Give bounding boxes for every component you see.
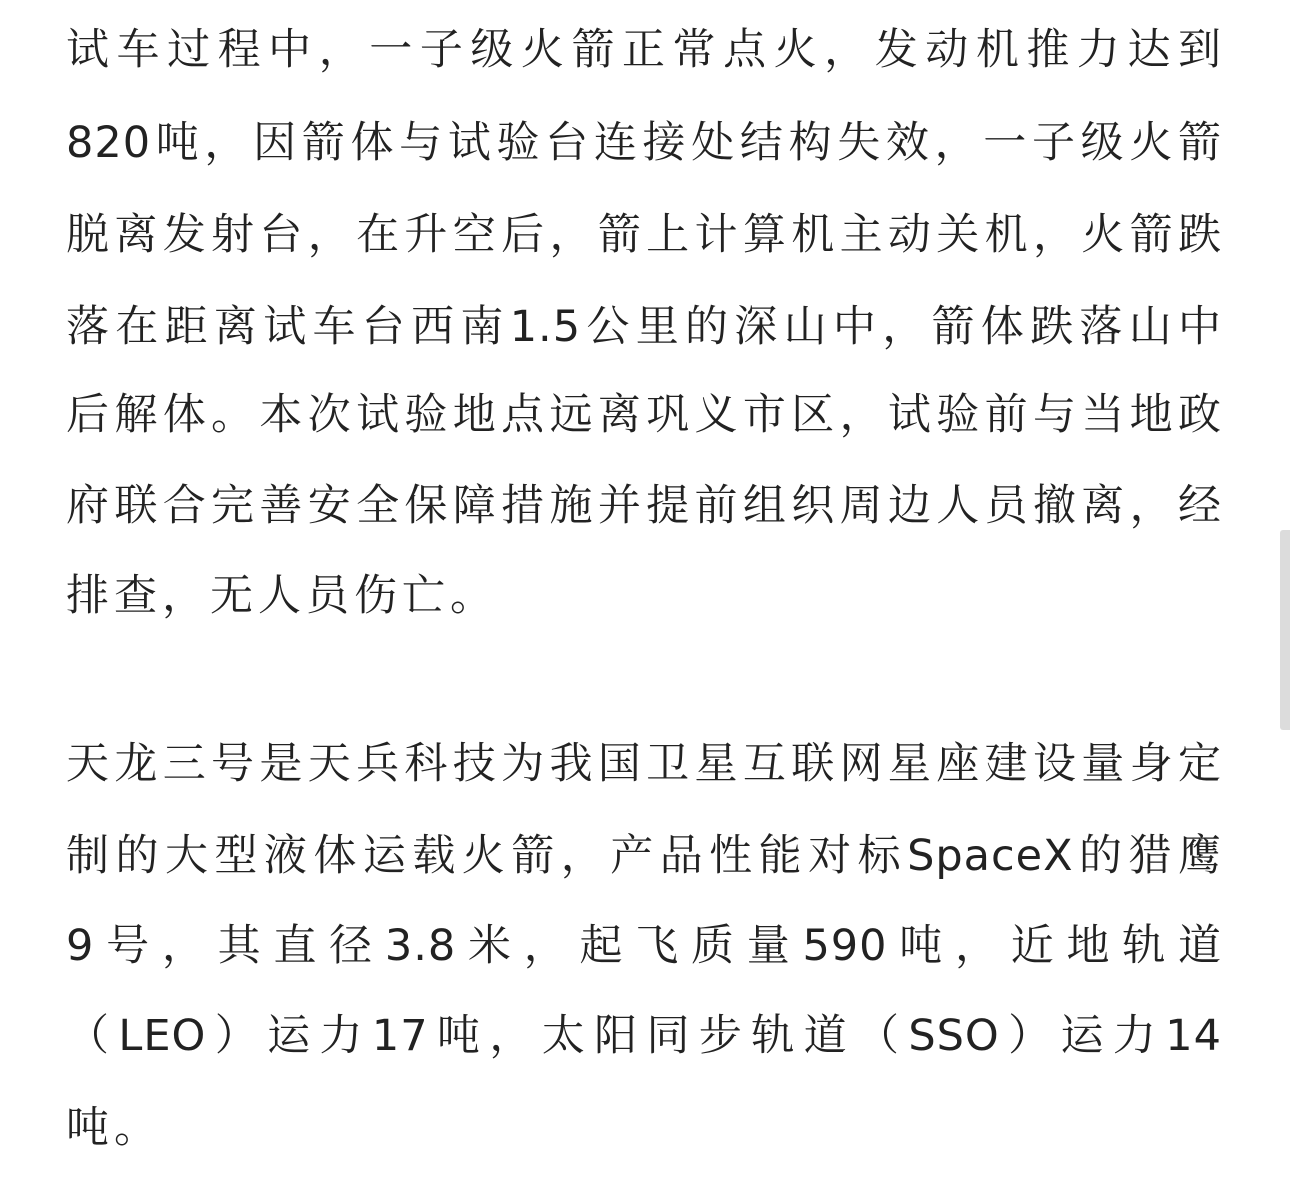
paragraph-line: 落在距离试车台西南1.5公里的深山中，箭体跌落山中: [66, 302, 1222, 352]
paragraph-line: 820吨，因箭体与试验台连接处结构失效，一子级火箭: [66, 118, 1222, 168]
paragraph-line: 试车过程中，一子级火箭正常点火，发动机推力达到: [66, 25, 1222, 75]
paragraph-line: 9号，其直径3.8米，起飞质量590吨，近地轨道: [66, 921, 1222, 971]
paragraph-line: 府联合完善安全保障措施并提前组织周边人员撤离，经: [66, 481, 1222, 531]
paragraph-line: （LEO）运力17吨，太阳同步轨道（SSO）运力14: [66, 1011, 1222, 1061]
paragraph-line: 排查，无人员伤亡。: [66, 571, 498, 621]
scrollbar[interactable]: [1280, 530, 1290, 730]
paragraph-line: 制的大型液体运载火箭，产品性能对标SpaceX的猎鹰: [66, 831, 1222, 881]
paragraph-line: 吨。: [66, 1103, 162, 1153]
paragraph-line: 天龙三号是天兵科技为我国卫星互联网星座建设量身定: [66, 739, 1222, 789]
paragraph-line: 后解体。本次试验地点远离巩义市区，试验前与当地政: [66, 390, 1222, 440]
paragraph-line: 脱离发射台，在升空后，箭上计算机主动关机，火箭跌: [66, 210, 1222, 260]
